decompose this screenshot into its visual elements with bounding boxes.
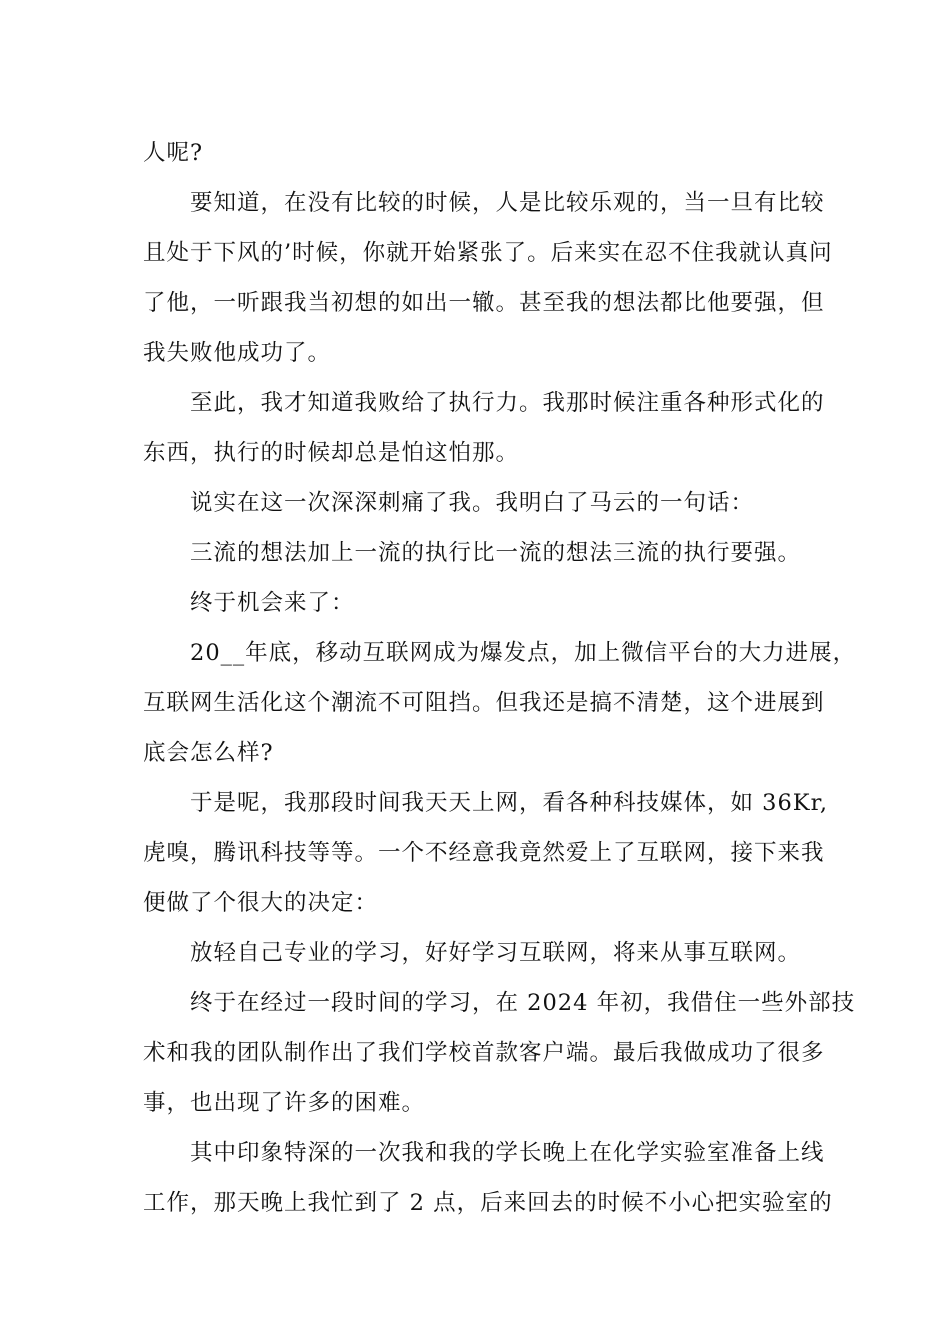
text-line: 终于在经过一段时间的学习，在 2024 年初，我借住一些外部技 [190, 990, 856, 1016]
text-line: 终于机会来了： [190, 590, 355, 616]
text-line: 底会怎么样? [143, 740, 274, 766]
text-line: 术和我的团队制作出了我们学校首款客户端。最后我做成功了很多 [143, 1040, 825, 1066]
text-line: 事，也出现了许多的困难。 [143, 1090, 426, 1116]
text-line: 放轻自己专业的学习，好好学习互联网，将来从事互联网。 [190, 940, 802, 966]
text-line: 20__年底，移动互联网成为爆发点，加上微信平台的大力进展， [190, 640, 857, 666]
text-line: 且处于下风的’时候，你就开始紧张了。后来实在忍不住我就认真问 [143, 240, 833, 266]
text-line: 虎嗅，腾讯科技等等。一个不经意我竟然爱上了互联网，接下来我 [143, 840, 825, 866]
text-line: 说实在这一次深深刺痛了我。我明白了马云的一句话： [190, 490, 755, 516]
text-line: 了他，一听跟我当初想的如出一辙。甚至我的想法都比他要强，但 [143, 290, 825, 316]
document-body [143, 128, 857, 1228]
text-line: 至此，我才知道我败给了执行力。我那时候注重各种形式化的 [190, 390, 825, 416]
text-line: 三流的想法加上一流的执行比一流的想法三流的执行要强。 [190, 540, 802, 566]
text-line: 我失败他成功了。 [143, 340, 332, 366]
text-line: 于是呢，我那段时间我天天上网，看各种科技媒体，如 36Kr, [190, 790, 829, 816]
text-line: 东西，执行的时候却总是怕这怕那。 [143, 440, 520, 466]
text-line: 人呢? [143, 140, 204, 166]
text-line: 要知道，在没有比较的时候，人是比较乐观的，当一旦有比较 [190, 190, 825, 216]
text-line: 其中印象特深的一次我和我的学长晚上在化学实验室准备上线 [190, 1140, 825, 1166]
text-line: 便做了个很大的决定： [143, 890, 379, 916]
text-line: 工作，那天晚上我忙到了 2 点，后来回去的时候不小心把实验室的 [143, 1190, 833, 1216]
text-line: 互联网生活化这个潮流不可阻挡。但我还是搞不清楚，这个进展到 [143, 690, 825, 716]
